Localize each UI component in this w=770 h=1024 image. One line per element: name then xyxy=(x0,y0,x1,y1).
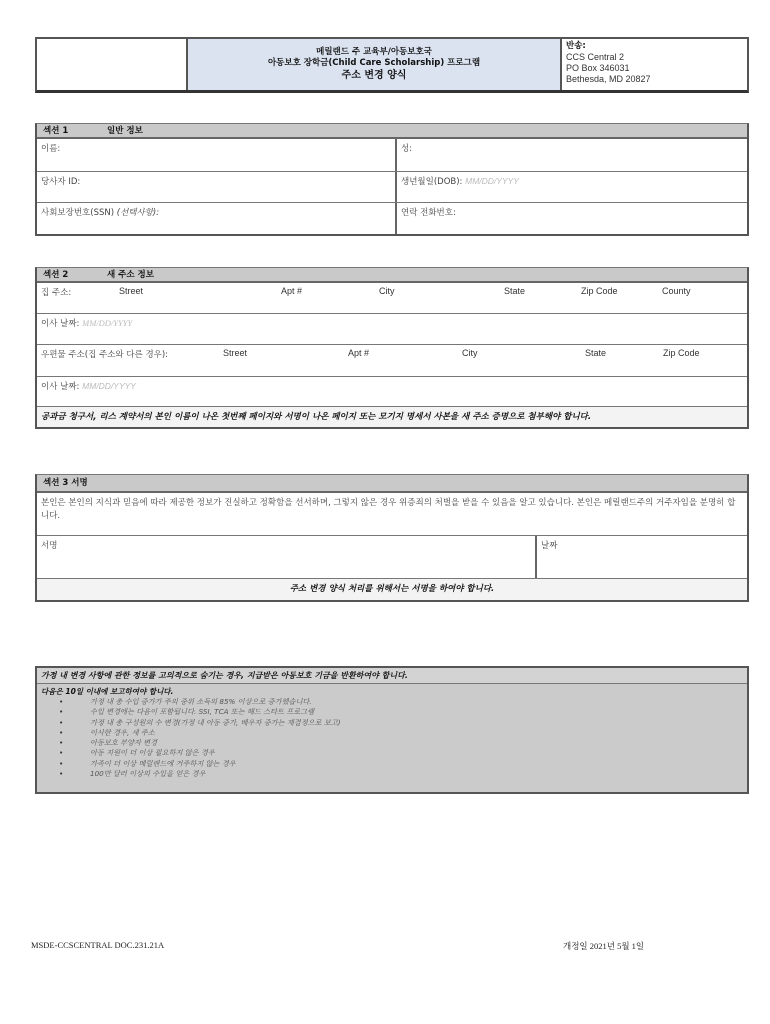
move-date2-field[interactable] xyxy=(37,377,747,407)
case-id-field[interactable] xyxy=(37,172,397,202)
section-title: 일반 정보 xyxy=(107,126,143,136)
last-name-field[interactable] xyxy=(397,139,747,171)
mailing-apt-label: Apt # xyxy=(348,348,370,358)
bullet-icon: • xyxy=(59,748,64,758)
mailing-street-label: Street xyxy=(223,348,248,358)
list-item: • 아동보호 부양자 변경 xyxy=(59,738,158,748)
section-title: 새 주소 정보 xyxy=(107,270,154,280)
ssn-field[interactable] xyxy=(37,203,397,234)
list-item: • 100만 달러 이상의 수입을 얻은 경우 xyxy=(59,769,206,779)
home-county-label: County xyxy=(662,286,691,296)
document-id: MSDE-CCSCENTRAL DOC.231.21A xyxy=(31,940,165,950)
bullet-icon: • xyxy=(59,738,64,748)
ssn-optional-label: (선택사항): xyxy=(116,208,160,218)
home-apt-label: Apt # xyxy=(281,286,303,296)
section-header xyxy=(37,475,747,493)
move-date2-placeholder: MM/DD/YYYY xyxy=(82,381,136,391)
signature-date-field[interactable] xyxy=(537,536,747,578)
home-city-label: City xyxy=(379,286,395,296)
bullet-icon: • xyxy=(59,727,64,737)
section-title: 섹션 3 서명 xyxy=(43,478,88,488)
proof-of-address-note: 공과금 청구서, 리스 계약서의 본인 이름이 나온 첫번째 페이지와 서명이 나온 페이지 또는 모기지 명세서 사본을 새 주소 증명으로 첨부해야 합니다. xyxy=(37,407,747,427)
bullet-icon: • xyxy=(59,758,64,768)
section-general-info xyxy=(35,123,749,236)
return-address-block xyxy=(562,39,747,90)
move-date-label: 이사 날짜: xyxy=(41,319,80,329)
logo-area xyxy=(37,39,188,90)
bullet-icon: • xyxy=(59,697,64,706)
dob-field[interactable] xyxy=(397,172,747,202)
mailing-address-label: 우편물 주소(집 주소와 다른 경우): xyxy=(41,350,169,360)
section-header xyxy=(37,268,747,283)
bullet-icon: • xyxy=(59,769,64,779)
dob-label: 생년월일(DOB): xyxy=(401,177,463,187)
list-item: • 가정 내 총 수입 증가가 주의 중위 소득의 85% 이상으로 증가했습니다. xyxy=(59,697,312,706)
attestation-statement: 본인은 본인의 지식과 믿음에 따라 제공한 정보가 진실하고 정확함을 선서하며, 그렇지 않은 경우 위증죄의 처벌을 받을 수 있음을 알고 있습니다. 본인은 메릴랜드주의 거주자임을 분명히 합니다. xyxy=(41,498,736,521)
agency-title: 메릴랜드 주 교육부/아동보호국 xyxy=(316,47,432,57)
list-item: • 이사한 경우, 새 주소 xyxy=(59,727,155,737)
first-name-label: 이름: xyxy=(41,144,61,154)
return-address-line: Bethesda, MD 20827 xyxy=(566,74,651,84)
move-date-placeholder: MM/DD/YYYY xyxy=(82,318,133,328)
program-title: 아동보호 장학금(Child Care Scholarship) 프로그램 xyxy=(267,58,481,68)
case-id-label: 당사자 ID: xyxy=(41,177,81,187)
form-title-block xyxy=(188,39,562,90)
reporting-requirements xyxy=(35,666,749,794)
first-name-field[interactable] xyxy=(37,139,397,171)
home-zip-label: Zip Code xyxy=(581,286,618,296)
list-item: • 가족이 더 이상 메릴랜드에 거주하지 않는 경우 xyxy=(59,758,236,768)
list-item: • 수입 변경에는 다음이 포함됩니다. SSI, TCA 또는 헤드 스타트 프로그램 xyxy=(59,707,315,717)
section-header xyxy=(37,124,747,139)
list-item: • 가정 내 총 구성원의 수 변경(가정 내 아동 증가, 배우자 증가는 재결정으로 보고) xyxy=(59,717,341,727)
section-new-address xyxy=(35,267,749,429)
last-name-label: 성: xyxy=(401,144,413,154)
reporting-list xyxy=(37,697,747,779)
return-label: 반송: xyxy=(566,41,586,51)
form-title: 주소 변경 양식 xyxy=(341,70,407,81)
mailing-city-label: City xyxy=(462,348,478,358)
form-header xyxy=(35,37,749,93)
home-street-label: Street xyxy=(119,286,144,296)
home-address-field[interactable] xyxy=(37,283,747,314)
signature-label: 서명 xyxy=(41,541,58,551)
home-state-label: State xyxy=(504,286,526,296)
bullet-icon: • xyxy=(59,717,64,727)
signature-field[interactable] xyxy=(37,536,537,578)
section-number: 섹션 1 xyxy=(43,126,69,136)
home-address-label: 집 주소: xyxy=(41,288,72,298)
mailing-address-field[interactable] xyxy=(37,345,747,377)
ssn-label: 사회보장번호(SSN) xyxy=(41,208,115,218)
dob-placeholder: MM/DD/YYYY xyxy=(465,176,519,186)
bullet-icon: • xyxy=(59,707,64,717)
signature-required-note: 주소 변경 양식 처리를 위해서는 서명을 하여야 합니다. xyxy=(37,579,747,600)
section-number: 섹션 2 xyxy=(43,270,69,280)
section-signature xyxy=(35,474,749,602)
signature-date-label: 날짜 xyxy=(541,541,558,551)
return-address-line: PO Box 346031 xyxy=(566,63,630,73)
phone-label: 연락 전화번호: xyxy=(401,208,456,218)
mailing-zip-label: Zip Code xyxy=(663,348,700,358)
move-date-field[interactable] xyxy=(37,314,747,345)
reporting-subtitle: 다음은 10일 이내에 보고하여야 합니다. xyxy=(41,687,174,696)
return-address-line: CCS Central 2 xyxy=(566,52,625,62)
phone-field[interactable] xyxy=(397,203,747,234)
move-date2-label: 이사 날짜: xyxy=(41,382,80,392)
list-item: • 아동 지원이 더 이상 필요하지 않은 경우 xyxy=(59,748,215,758)
revision-date: 개정일 2021년 5월 1일 xyxy=(563,941,645,951)
mailing-state-label: State xyxy=(585,348,607,358)
reporting-warning: 가정 내 변경 사항에 관한 정보를 고의적으로 숨기는 경우, 지급받은 아동보호 기금을 반환하여야 합니다. xyxy=(37,668,747,684)
